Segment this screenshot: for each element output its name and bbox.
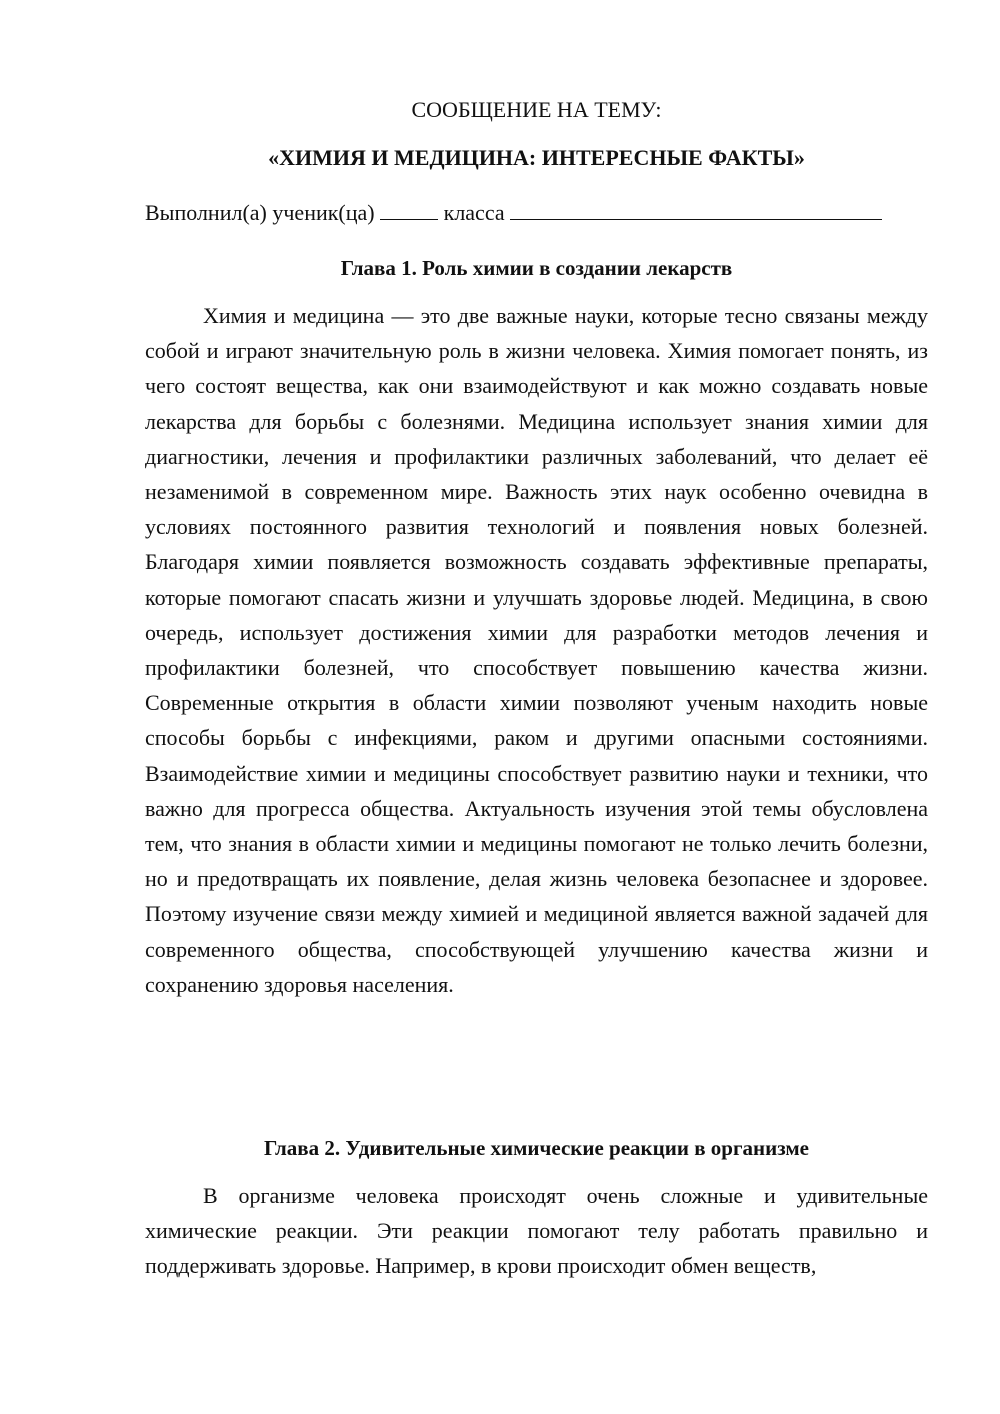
document-title-line1: СООБЩЕНИЕ НА ТЕМУ:	[411, 97, 662, 122]
chapter-1-heading: Глава 1. Роль химии в создании лекарств	[340, 256, 733, 280]
class-number-blank	[380, 197, 438, 220]
student-name-blank	[510, 197, 882, 220]
chapter-2-heading: Глава 2. Удивительные химические реакции в организме	[264, 1136, 809, 1160]
document-title-line2: «ХИМИЯ И МЕДИЦИНА: ИНТЕРЕСНЫЕ ФАКТЫ»	[268, 145, 805, 170]
author-line	[145, 197, 928, 228]
chapter-2-paragraph: В организме человека происходят очень сложные и удивительные химические реакции. Эти реакции помогают телу работать правильно и поддерживать здоровье. Например, в крови происходит обмен веществ,	[145, 1183, 928, 1279]
chapter-1-paragraph: Химия и медицина — это две важные науки, которые тесно связаны между собой и играют значительную роль в жизни человека. Химия помогает понять, из чего состоят вещества, как они взаимодействуют и как можно создавать новые лекарства для борьбы с болезнями. Медицина использует знания химии для диагностики, лечения и профилактики различных заболеваний, что делает её незаменимой в современном мире. Важность этих наук особенно очевидна в условиях постоянного развития технологий и появления новых болезней. Благодаря химии появляется возможность создавать эффективные препараты, которые помогают спасать жизни и улучшать здоровье людей. Медицина, в свою очередь, использует достижения химии для разработки методов лечения и профилактики болезней, что способствует повышению качества жизни. Современные открытия в области химии позволяют ученым находить новые способы борьбы с инфекциями, раком и другими опасными состояниями. Взаимодействие химии и медицины способствует развитию науки и техники, что важно для прогресса общества. Актуальность изучения этой темы обусловлена тем, что знания в области химии и медицины помогают не только лечить болезни, но и предотвращать их появление, делая жизнь человека безопаснее и здоровее. Поэтому изучение связи между химией и медициной является важной задачей для современного общества, способствующей улучшению качества жизни и сохранению здоровья населения.	[145, 303, 928, 997]
author-prefix: Выполнил(а) ученик(ца)	[145, 200, 375, 225]
author-class-word: класса	[443, 200, 505, 225]
